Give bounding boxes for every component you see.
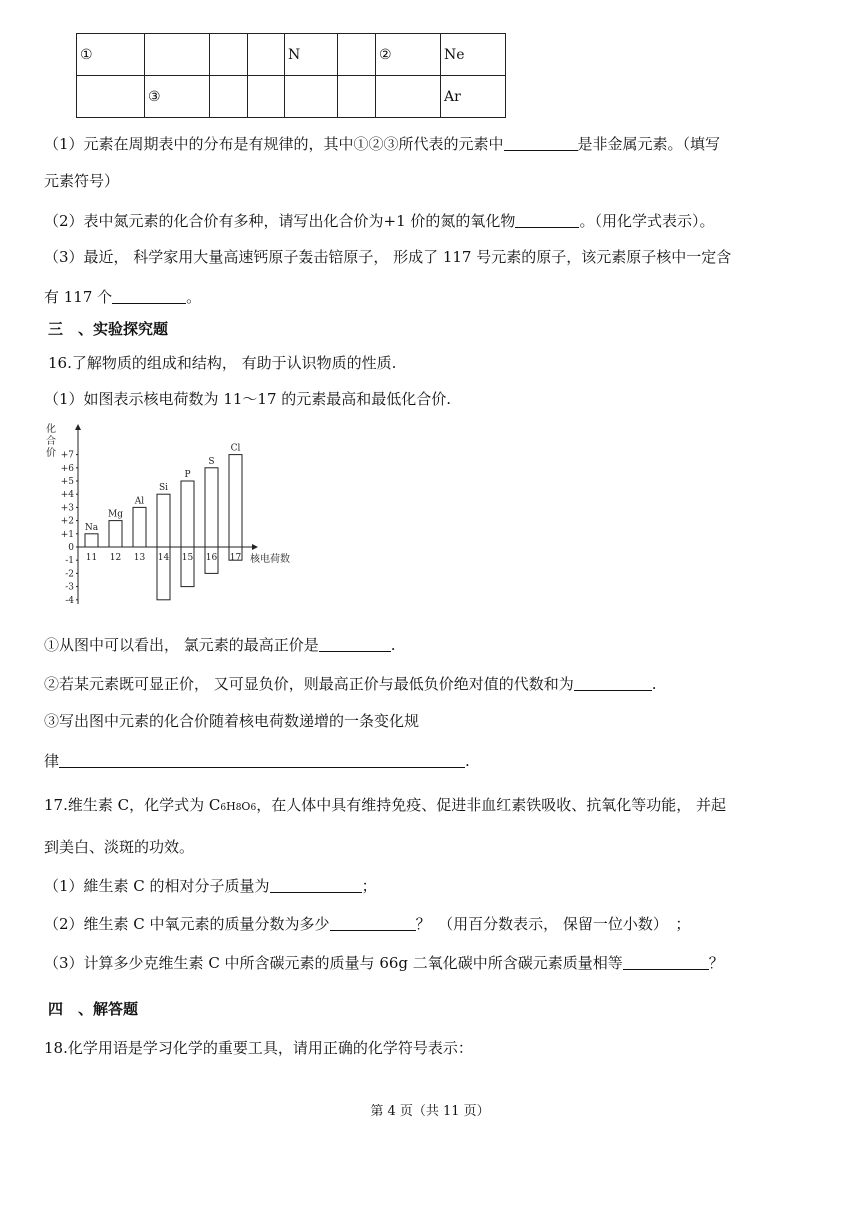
q17-part3-text-cont: ？ xyxy=(708,954,724,972)
q17-part1-text: （1）維生素 C 的相对分子质量为 xyxy=(44,877,270,895)
table-cell xyxy=(338,34,376,76)
formula-subscript: 6 xyxy=(220,803,227,813)
q16-sub1-text-cont: . xyxy=(390,636,396,654)
element-label: Al xyxy=(134,496,145,507)
q16-sub2-text: ②若某元素既可显正价， 又可显负价，则最高正价与最低负价绝对值的代数和为 xyxy=(44,675,574,693)
q15-part1-line2: 元素符号） xyxy=(44,172,120,190)
formula-element: O xyxy=(241,800,251,813)
page-footer: 第 4 页（共 11 页） xyxy=(370,1104,490,1119)
formula-element: H xyxy=(226,800,236,813)
x-axis-arrow xyxy=(252,544,258,550)
q15-part2-text: （2）表中氮元素的化合价有多种，请写出化合价为+1 价的氮的氧化物 xyxy=(44,212,516,230)
x-tick-label: 14 xyxy=(157,553,170,563)
q17-intro-line2: 到美白、淡斑的功效。 xyxy=(44,838,195,856)
bar-highest-valence xyxy=(229,455,242,547)
y-tick-label: +6 xyxy=(60,463,74,474)
table-cell xyxy=(338,76,376,118)
q15-part2-text-cont: 。（用化学式表示）。 xyxy=(579,212,715,230)
periodic-table-fragment xyxy=(76,33,506,118)
y-axis-label: 化合价 xyxy=(46,424,56,459)
answer-blank[interactable] xyxy=(623,954,709,970)
q17-part3-text: （3）计算多少克维生素 C 中所含碳元素的质量与 66g 二氧化碳中所含碳元素质量相等 xyxy=(44,954,623,972)
bar-highest-valence xyxy=(85,534,98,547)
element-label: Si xyxy=(158,483,169,494)
q16-sub1-text: ①从图中可以看出， 氯元素的最高正价是 xyxy=(44,636,319,654)
table-cell: ③ xyxy=(145,76,210,118)
q17-part1-text-cont: ； xyxy=(361,877,377,895)
y-tick-labels xyxy=(61,451,78,606)
q15-part1-text: （1）元素在周期表中的分布是有规律的，其中①②③所代表的元素中 xyxy=(44,135,504,153)
bars xyxy=(85,455,242,600)
q16-intro: 16.了解物质的组成和结构， 有助于认识物质的性质. xyxy=(48,354,397,372)
q15-part3-text-cont: 。 xyxy=(186,288,202,306)
bar-highest-valence xyxy=(133,507,146,547)
element-label: P xyxy=(184,470,191,480)
q17-intro-line1 xyxy=(44,794,726,815)
valence-bar-chart xyxy=(40,420,310,612)
bar-highest-valence xyxy=(181,481,194,547)
element-label: Cl xyxy=(230,443,241,454)
y-tick-label: +7 xyxy=(60,450,74,461)
answer-blank[interactable] xyxy=(59,752,465,768)
x-tick-label: 12 xyxy=(109,553,122,563)
x-tick-label: 17 xyxy=(229,553,242,563)
q17-intro-text-cont: ，在人体中具有维持免疫、促进非血红素铁吸收、抗氧化等功能， 并起 xyxy=(256,796,726,814)
q16-sub3-line1: ③写出图中元素的化合价随着核电荷数递增的一条变化规 xyxy=(44,712,420,730)
q16-sub3-line2 xyxy=(44,750,470,771)
x-axis-label: 核电荷数 xyxy=(250,554,290,565)
element-label: S xyxy=(208,456,215,467)
q16-sub2 xyxy=(44,673,657,694)
y-tick-label: -3 xyxy=(65,582,74,593)
answer-blank[interactable] xyxy=(319,636,391,652)
x-tick-label: 13 xyxy=(133,553,146,563)
section-heading-experiment: 三 、实验探究题 xyxy=(48,320,169,338)
q16-sub2-text-cont: . xyxy=(651,675,657,693)
x-tick-label: 15 xyxy=(181,553,194,563)
y-tick-label: 0 xyxy=(68,543,74,553)
y-tick-label: +3 xyxy=(60,503,74,514)
table-cell xyxy=(210,76,248,118)
answer-blank[interactable] xyxy=(504,135,578,151)
table-cell: ② xyxy=(376,34,441,76)
q16-sub3-text-cont: . xyxy=(465,752,470,770)
q16-sub1 xyxy=(44,634,396,655)
q18-intro: 18.化学用语是学习化学的重要工具，请用正确的化学符号表示： xyxy=(44,1039,473,1057)
formula-subscript: 8 xyxy=(235,803,242,813)
bar-highest-valence xyxy=(157,494,170,547)
answer-blank[interactable] xyxy=(112,288,186,304)
y-tick-label: +4 xyxy=(60,490,74,501)
answer-blank[interactable] xyxy=(330,915,416,931)
y-axis-arrow xyxy=(75,424,81,430)
y-tick-label: -2 xyxy=(65,569,74,580)
table-cell: Ne xyxy=(441,34,506,76)
q15-part3-line1: （3）最近， 科学家用大量高速钙原子轰击锫原子， 形成了 117 号元素的原子，该元素原子核中一定含 xyxy=(44,248,732,266)
y-tick-label: -4 xyxy=(65,595,74,606)
answer-blank[interactable] xyxy=(515,212,579,228)
q17-part3 xyxy=(44,952,724,973)
q17-intro-text: 17.维生素 C，化学式为 C xyxy=(44,796,221,814)
element-label: Na xyxy=(84,522,99,533)
y-tick-label: +2 xyxy=(60,516,74,527)
q17-part2-text: （2）维生素 C 中氧元素的质量分数为多少 xyxy=(44,915,330,933)
table-cell xyxy=(248,34,285,76)
bar-highest-valence xyxy=(109,521,122,547)
answer-blank[interactable] xyxy=(574,675,652,691)
table-cell xyxy=(77,76,145,118)
table-cell xyxy=(285,76,338,118)
y-tick-label: -1 xyxy=(65,556,74,567)
y-tick-label: +5 xyxy=(60,477,74,487)
table-row xyxy=(77,76,506,118)
q17-part1 xyxy=(44,875,377,896)
q15-part1-line1 xyxy=(44,133,720,154)
section-heading-answer: 四 、解答题 xyxy=(48,1000,139,1018)
q15-part3-text: 有 117 个 xyxy=(44,288,113,306)
bar-highest-valence xyxy=(205,468,218,547)
y-tick-label: +1 xyxy=(60,529,74,540)
table-cell: Ar xyxy=(441,76,506,118)
q15-part1-text-cont: 是非金属元素。（填写 xyxy=(577,135,721,153)
formula-subscript: 6 xyxy=(250,803,257,813)
table-row xyxy=(77,34,506,76)
answer-blank[interactable] xyxy=(270,877,362,893)
table-cell xyxy=(376,76,441,118)
x-tick-label: 11 xyxy=(85,553,98,563)
q17-part2-text-cont: ？ （用百分数表示， 保留一位小数） ； xyxy=(415,915,691,933)
x-tick-label: 16 xyxy=(205,553,218,563)
table-cell: N xyxy=(285,34,338,76)
table-cell: ① xyxy=(77,34,145,76)
q15-part2 xyxy=(44,210,714,231)
q15-part3-line2 xyxy=(44,286,201,307)
table-cell xyxy=(248,76,285,118)
q17-part2 xyxy=(44,913,690,934)
element-label: Mg xyxy=(108,509,123,520)
table-cell xyxy=(210,34,248,76)
q16-sub3-text: 律 xyxy=(44,752,60,770)
table-cell xyxy=(145,34,210,76)
q16-part1: （1）如图表示核电荷数为 11～17 的元素最高和最低化合价. xyxy=(44,390,452,408)
